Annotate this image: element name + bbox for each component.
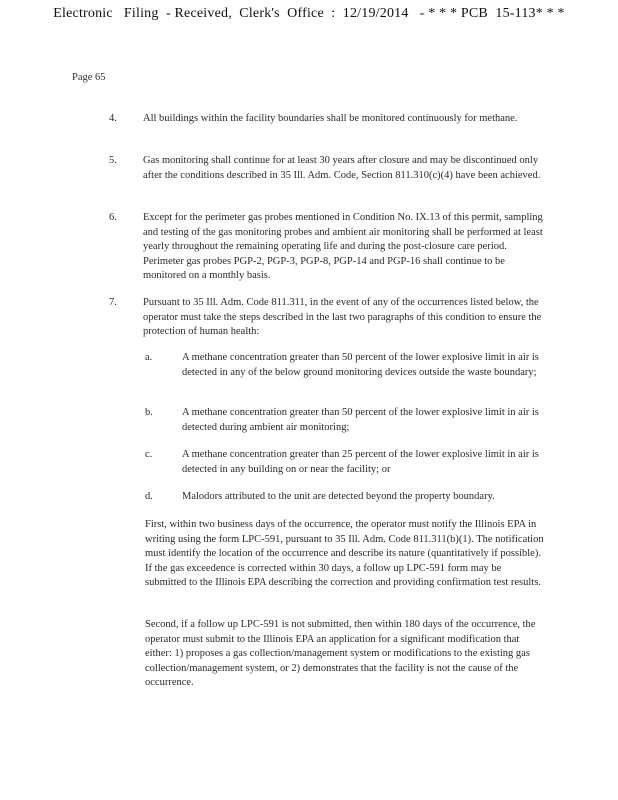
item-text: Pursuant to 35 Ill. Adm. Code 811.311, in the event of any of the occurrences listed below, the operator must take the steps described in the last two paragraphs of this condition to ensure the protection of human health: [143,297,542,338]
item-text: Gas monitoring shall continue for at least 30 years after closure and may be discontinued only after the conditions described in 35 Ill. Adm. Code, Section 811.310(c)(4) have been achieved. [143,155,541,181]
filing-header: Electronic Filing - Received, Clerk's Office : 12/19/2014 - * * * PCB 15-113* * * [53,6,565,21]
paragraph-second-modification: Second, if a follow up LPC-591 is not submitted, then within 180 days of the occurrence, the operator must submit to the Illinois EPA an application for a significant modification that either: 1) proposes a gas collection/management system or modifications to the existing gas collection/management system, or 2) demonstrates that the facility is not the cause of the occurrence. [145,619,536,689]
paragraph-first-notification: First, within two business days of the occurrence, the operator must notify the Illinois EPA in writing using the form LPC-591, pursuant to 35 Ill. Adm. Code 811.311(b)(1). The notification must identify the location of the occurrence and describe its nature (quantitatively if possible). If the gas exceedence is corrected within 30 days, a follow up LPC-591 form may be submitted to the Illinois EPA describing the correction and providing confirmation test results. [145,519,544,589]
subitem-text: A methane concentration greater than 25 percent of the lower explosive limit in air is detected in any building on or near the facility; or [182,449,539,475]
page-number: Page 65 [72,72,106,83]
subitem-text: A methane concentration greater than 50 percent of the lower explosive limit in air is detected in any of the below ground monitoring devices outside the waste boundary; [182,352,539,378]
item-number: 6. [109,212,117,223]
subitem-letter: b. [145,407,153,418]
subitem-letter: c. [145,449,153,460]
item-number: 5. [109,155,117,166]
subitem-letter: a. [145,352,153,363]
item-text: Except for the perimeter gas probes mentioned in Condition No. IX.13 of this permit, sampling and testing of the gas monitoring probes and ambient air monitoring shall be performed at least yearly throughout the remaining operating life and during the post-closure care period. Perimeter gas probes PGP-2, PGP-3, PGP-8, PGP-14 and PGP-16 shall continue to be monitored on a monthly basis. [143,212,543,282]
subitem-text: A methane concentration greater than 50 percent of the lower explosive limit in air is detected during ambient air monitoring; [182,407,539,433]
item-text: All buildings within the facility boundaries shall be monitored continuously for methane. [143,113,518,124]
item-number: 7. [109,297,117,308]
item-number: 4. [109,113,117,124]
subitem-text: Malodors attributed to the unit are detected beyond the property boundary. [182,491,495,502]
subitem-letter: d. [145,491,153,502]
